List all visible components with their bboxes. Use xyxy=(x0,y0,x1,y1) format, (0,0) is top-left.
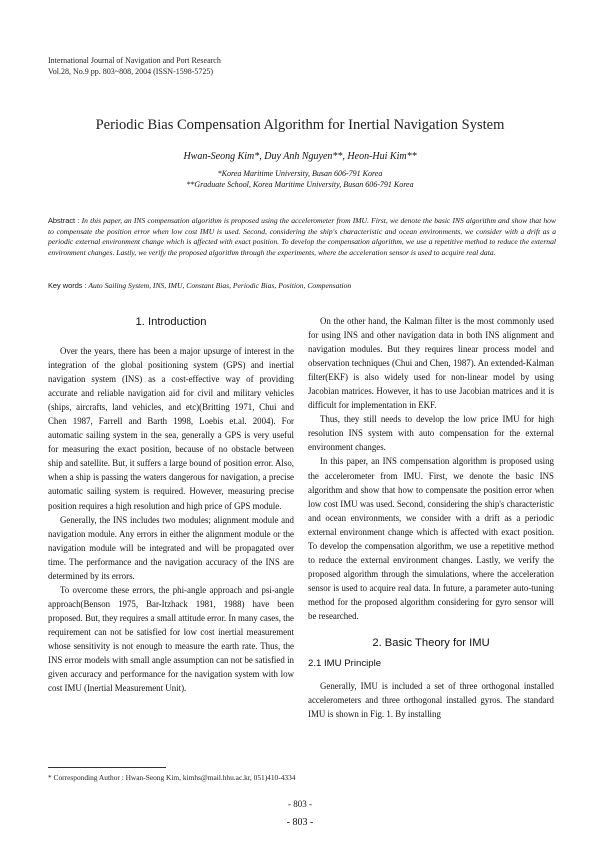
abstract-label: Abstract : xyxy=(48,216,80,225)
affiliations xyxy=(0,168,600,190)
abstract-text: In this paper, an INS compensation algorithm is proposed using the accelerometer from IMU. First, we denote the basic INS algorithm and show that how to compensate the position error when low cost IMU is used. Second, considering the ship's characteristic and ocean environments, we consider with a drift as a periodic external environment change which is affected with exact position. To develop the compensation algorithm, we use a repetitive method to reduce the external environment changes. Lastly, we verify the proposed algorithm through the experiments, where the acceleration sensor is used to acquire real data. xyxy=(48,216,556,258)
subsection-heading-imu-principle: 2.1 IMU Principle xyxy=(308,658,382,670)
paragraph: In this paper, an INS compensation algorithm is proposed using the accelerometer from IMU. First, we denote the basic INS algorithm and show that how to compensate the position error when low cost IMU was used. Second, considering the ship's characteristic and ocean environments, we consider with a drift as a periodic external environment change which is affected with exact position. To develop the compensation algorithm, we use a repetitive method to reduce the external environment changes. Lastly, we verify the proposed algorithm through the simulations, where the acceleration sensor is used to acquire real data. In future, a parameter auto-tuning method for the proposed algorithm considering for gyro sensor will be researched. xyxy=(308,456,554,621)
author-list: Hwan-Seong Kim*, Duy Anh Nguyen**, Heon-Hui Kim** xyxy=(183,151,417,162)
section-heading-introduction: 1. Introduction xyxy=(135,316,207,328)
paragraph: Generally, IMU is included a set of three orthogonal installed accelerometers and three orthogonal installed gyros. The standard IMU is shown in Fig. 1. By installing xyxy=(308,681,554,720)
keywords-label: Key words : xyxy=(48,281,87,290)
affiliation-2: **Graduate School, Korea Maritime University, Busan 606-791 Korea xyxy=(186,180,414,189)
footnote-divider xyxy=(48,767,166,768)
keywords-text: Auto Sailing System, INS, IMU, Constant Bias, Periodic Bias, Position, Compensation xyxy=(88,281,352,290)
journal-header xyxy=(48,56,221,77)
page-number: - 803 - xyxy=(288,799,312,809)
paragraph: Thus, they still needs to develop the low price IMU for high resolution INS system with auto compensation for the external environment changes. xyxy=(308,414,554,453)
journal-volume: Vol.28, No.9 pp. 803~808, 2004 (ISSN-1598-5725) xyxy=(48,66,214,76)
paragraph: On the other hand, the Kalman filter is the most commonly used for using INS and other navigation data in both INS alignment and navigation modules. But they requires linear process model and observation techniques (Chui and Chen, 1987). An extended-Kalman filter(EKF) is also widely used for non-linear model by using Jacobian matrices. However, it has to use Jacobian matrices and it is difficult for implementation in EKF. xyxy=(308,316,554,411)
page-number-large: - 803 - xyxy=(286,817,314,828)
paragraph: To overcome these errors, the phi-angle approach and psi-angle approach(Benson 1975, Bar-Itzhack 1981, 1988) have been proposed. But, they requires a small attitude error. In many cases, the requirement can not be satisfied for low cost inertial measurement whose sensitivity is not enough to measure the earth rate. Thus, the INS error models with small angle assumption can not be satisfied in given accuracy and performance for the navigation system with low cost IMU (Inertial Measurement Unit). xyxy=(48,584,294,694)
paragraph: Over the years, there has been a major upsurge of interest in the integration of the global positioning system (GPS) and inertial navigation system (INS) as a cost-effective way of providing accurate and reliable navigation aid for civil and military vehicles (ships, aircrafts, land vehicles, and etc)(Britting 1971, Chui and Chen 1987, Farrell and Barth 1998, Loebis et.al. 2004). For automatic sailing system in the sea, generally a GPS is very useful for measuring the exact position, because of no obstacle between ship and satellite. But, it suffers a large bound of position error. Also, when a ship is passing the waters dangerous for navigation, a precise automatic sailing system is required. However, measuring precise position requires a high resolution and high price of GPS module. xyxy=(48,346,294,511)
footnote: * Corresponding Author : Hwan-Seong Kim, kimhs@mail.hhu.ac.kr, 051)410-4334 xyxy=(48,773,296,782)
paragraph: Generally, the INS includes two modules; alignment module and navigation module. Any errors in either the alignment module or the navigation module will be integrated and will be propagated over time. The performance and the navigation accuracy of the INS are determined by its errors. xyxy=(48,514,294,581)
section-heading-basic-theory: 2. Basic Theory for IMU xyxy=(372,637,490,650)
right-column xyxy=(308,314,554,721)
paper-title: Periodic Bias Compensation Algorithm for Inertial Navigation System xyxy=(95,117,505,133)
abstract xyxy=(48,216,556,259)
left-column xyxy=(48,314,294,695)
journal-name: International Journal of Navigation and Port Research xyxy=(48,56,221,65)
affiliation-1: *Korea Maritime University, Busan 606-791 Korea xyxy=(217,169,383,178)
keywords xyxy=(48,281,556,290)
